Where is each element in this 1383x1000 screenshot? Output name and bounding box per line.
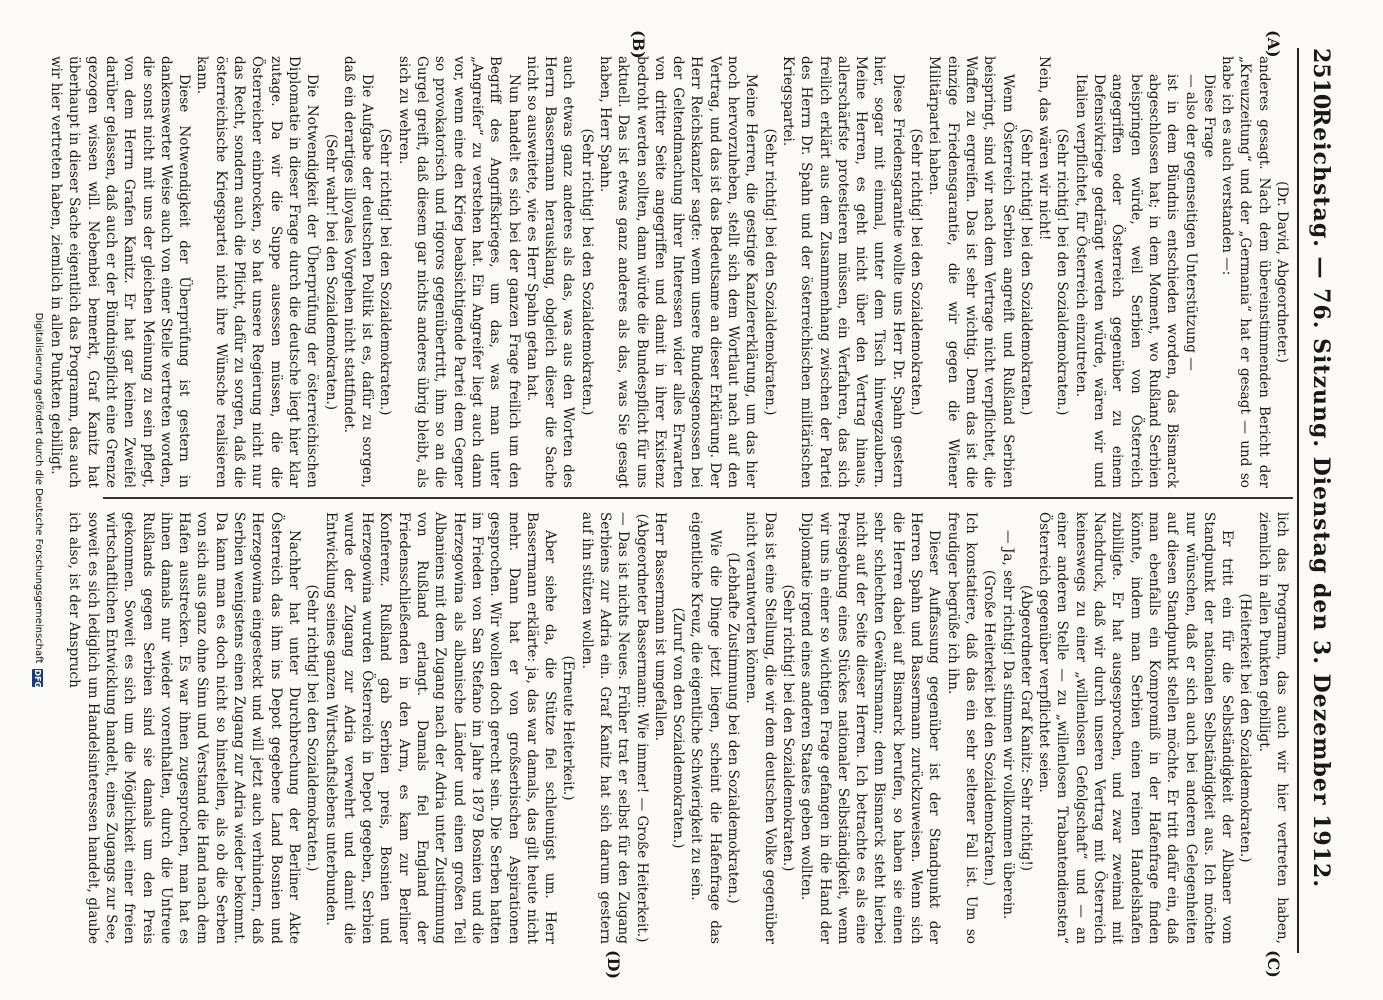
interjection: (Abgeordneter Graf Kanitz: Sehr richtig!)	[1017, 584, 1034, 872]
paragraph: Die Aufgabe der deutschen Politik ist es, dafür zu sorgen, daß ein derartiges illoyales Vorgehen nicht stattfindet.	[340, 56, 376, 488]
column-divider	[103, 497, 1293, 499]
paragraph: Aber siehe da, die Stütze fiel schleunigst um. Herr Bassermann erklärte: ja, das war damals, das gilt heute nicht mehr. Dann hat er von großserbischen Aspirationen gesprochen. Wir wollen doch gerecht sein. Die Serben hatten im Frieden von San Stefano im Jahre 1879 Bosnien und die Herzegowina als albanische Länder und einen großen Teil Albaniens mit dem Zugang nach der Adria unter Zustimmung von Rußland erlangt. Damals fiel England der Friedensschließenden in den Arm, es kam zur Berliner Konferenz. Rußland gab Serbien preis, Bosnien und Herzegowina wurden Österreich in Depot gegeben, Serbien wurde der Zugang zur Adria verwehrt und damit die Entwicklung seines ganzen Wirtschaftslebens unterbunden.	[322, 512, 559, 944]
interjection: (Sehr wahr! bei den Sozialdemokraten.)	[322, 133, 339, 411]
interjection: (Sehr richtig! bei den Sozialdemokraten.)	[908, 128, 925, 416]
paragraph: Nachher hat unter Durchbrechung der Berliner Akte Österreich das ihm ins Depot gegebene Land Bosnien und Herzegowina eingesteckt und will jetzt auch verhindern, daß Serbien wenigstens einen Zugang zur Adria wieder bekommt. Da kann man es doch nicht so hinstellen, als ob die Serben von sich aus ganz ohne Sinn und Verstand die Hand nach dem Hafen ausstrecken. Es war ihnen zugesprochen, man hat es ihnen damals nur wieder vorenthalten, durch die Untreue Rußlands gegen Serbien sind sie damals um den Preis gekommen. Soweit es sich um die Möglichkeit einer freien wirtschaftlichen Entwicklung handelt, eines Zugangs zur See, soweit es sich lediglich um Handelsinteressen handelt, glaube ich also, ist der Anspruch	[66, 512, 302, 944]
paragraph: Diese Notwendigkeit der Überprüfung ist gestern in dankenswerter Weise auch von einer Stelle vertreten worden, die sonst nicht mit uns der gleichen Meinung zu sein pflegt, von dem Herrn Grafen Kanitz. Er hat gar keinen Zweifel darüber gelassen, daß auch er der Bündnispflicht eine Grenze gezogen wissen will. Nebenbei bemerkt, Graf Kanitz hat überhaupt in dieser Sache eigentlich das Programm, das auch wir hier vertreten haben, ziemlich in allen Punkten gebilligt.	[48, 56, 193, 488]
margin-mark-a: (A)	[1264, 30, 1283, 58]
digitization-credit	[18, 20, 58, 980]
paragraph: Herr Bassermann ist umgefallen.	[651, 512, 668, 742]
paragraph: ist in dem Bündnis entschieden worden, das Bismarck abgeschlossen hat; in dem Moment, wo Rußland Serbien beispringen würde, weil Serbien von Österreich angegriffen oder Österreich gegenüber zu einem Defensivkriege gedrängt werden würde, wären wir und Italien verpflichtet, für Österreich einzutreten.	[1072, 74, 1181, 488]
interjection: (Sehr richtig! bei den Sozialdemokraten.)	[377, 128, 394, 416]
paragraph: lich das Programm, das auch wir hier vertreten haben, ziemlich in allen Punkten gebilligt.	[1255, 512, 1290, 944]
credit-text: Digitalisierung gefördert durch die Deutsche Forschungsgemeinschaft	[33, 312, 44, 664]
paragraph: Er tritt ein für die Selbständigkeit der Albaner vom Standpunkt der nationalen Selbständigkeit aus. Ich möchte nur wünschen, daß er sich auch bei anderen Gelegenheiten auf diesen Standpunkt stellen möchte. Er tritt dafür ein, daß man ebenfalls ein Kompromiß in der Hafenfrage finden könnte, indem man Serbien einen reinen Handelshafen zubilligte. Er hat ausgesprochen, und zwar zweimal mit Nachdruck, daß wir durch unseren Vertrag mit Österreich keineswegs zu einer „willenlosen Gefolgschaft“ und — an einer anderen Stelle — zu „willenlosen Trabantendiensten“ Österreich gegenüber verpflichtet seien.	[1036, 512, 1236, 944]
dfg-logo: DFG	[33, 669, 43, 689]
interjection: (Lebhafte Zustimmung bei den Sozialdemokraten.)	[725, 552, 742, 904]
interjection: (Zuruf von den Sozialdemokraten.)	[670, 607, 687, 849]
paragraph: Diese Friedensgarantie wollte uns Herr Dr. Spahn gestern hier, sogar mit einmal, unter dem Tisch hinwegzaubern. Meine Herren, es geht nicht über den Vertrag hinaus, allerschärfste protestieren müssen, ein Verfahren, das sich freilich erklärt aus dem Zusammenhang zwischen der Partei des Herrn Dr. Spahn und der österreichischen militärischen Kriegspartei.	[779, 56, 906, 488]
interjection: (Sehr richtig! bei den Sozialdemokraten.)	[1017, 128, 1034, 416]
interjection: (Sehr richtig! bei den Sozialdemokraten.)	[761, 128, 778, 416]
paragraph: Die Notwendigkeit der Überprüfung der österreichischen Diplomatie in dieser Frage durch die deutsche liegt hier klar zutage. Da wir die Suppe ausessen müssen, die die Österreicher einbrocken, so hat unsere Regierung nicht nur das Recht, sondern auch die Pflicht, dafür zu sorgen, daß die österreichische Kriegspartei nicht ihre Wünsche realisieren kann.	[194, 56, 321, 488]
paragraph: — Ja, sehr richtig! Da stimmen wir vollkommen überein.	[999, 530, 1016, 920]
paragraph: — Das ist nichts Neues. Früher trat er selbst für den Zugang Serbiens zur Adria ein. Graf Kanitz hat sich darum gestern auf ihn stützen wollen.	[578, 512, 632, 944]
paragraph: Nun handelt es sich bei der ganzen Frage freilich um den Begriff des Angriffskrieges, um das, was man unter „Angreifer“ zu verstehen hat. Ein Angreifer liegt auch dann vor, wenn eine den Krieg beabsichtigende Partei dem Gegner so provokatorisch und rigoros gegenübertritt, ihm so an die Gurgel greift, daß diesem gar nichts anderes übrig bleibt, als sich zu wehren.	[395, 56, 522, 488]
paragraph: anderes gesagt. Nach dem übereinstimmenden Bericht der „Kreuzzeitung“ und der „Germania“ hat er gesagt — und so habe ich es auch verstanden —:	[1219, 56, 1272, 488]
paragraph: Nein, das wären wir nicht!	[1036, 56, 1053, 241]
margin-mark-b: (B)	[629, 30, 648, 59]
left-column	[48, 56, 1291, 488]
right-column	[66, 512, 1291, 944]
page-header	[1298, 48, 1338, 948]
paragraph: Wie die Dinge jetzt liegen, scheint die Hafenfrage das eigentliche Kreuz, die eigentliche Schwierigkeit zu sein.	[688, 512, 723, 944]
interjection: (Sehr richtig! bei den Sozialdemokraten.)	[779, 584, 796, 872]
paragraph: Meine Herren, die gestrige Kanzlererklärung, um das hier noch hervorzuheben, stellt sich dem Wortlaut nach auf den Vertrag, und das ist das Bedeutsame an dieser Erklärung. Der Herr Reichskanzler sagte: wenn unsere Bundesgenossen bei der Geltendmachung ihrer Interessen wider alles Erwarten von dritter Seite angegriffen und damit in ihrer Existenz bedroht werden sollten, dann würde die Bundespflicht für uns aktuell. Das ist etwas ganz anderes als das, was Sie gesagt haben, Herr Spahn.	[597, 56, 760, 488]
interjection: (Heiterkeit bei den Sozialdemokraten.)	[1237, 593, 1254, 863]
interjection: (Sehr richtig! bei den Sozialdemokraten.)	[578, 128, 595, 416]
header-rule	[1297, 48, 1299, 953]
margin-mark-c: (C)	[1264, 950, 1283, 978]
page-title: Reichstag. — 76. Sitzung. Dienstag den 3. Dezember 1912.	[1308, 107, 1334, 888]
paragraph: auch etwas ganz anderes als das, was aus den Worten des Herrn Bassermann herausklang, obgleich dieser die Sache nicht so ausweitete, wie es Herr Spahn getan hat.	[523, 56, 577, 488]
interjection: (Erneute Heiterkeit.)	[560, 655, 577, 801]
paragraph: Wenn Österreich Serbien angreift und Rußland Serbien beispringt, sind wir nach dem Vertrage nicht verpflichtet, die Waffen zu ergreifen. Das ist sehr wichtig. Denn das ist die einzige Friedensgarantie, die wir gegen die Wiener Militärpartei haben.	[926, 56, 1016, 488]
interjection: (Dr. David, Abgeordneter.)	[1274, 181, 1290, 363]
interjection: (Große Heiterkeit bei den Sozialdemokraten.)	[981, 569, 998, 887]
paragraph: Ich konstatiere, daß das ein sehr seltener Fall ist. Um so freudiger begrüße ich ihn.	[944, 512, 979, 944]
paragraph: Diese Frage	[1200, 74, 1217, 158]
interjection: (Sehr richtig! bei den Sozialdemokraten.)	[1054, 128, 1071, 416]
paragraph: Das ist eine Stellung, die wir dem deutschen Volke gegenüber nicht verantworten können.	[743, 512, 778, 944]
margin-mark-d: (D)	[604, 950, 623, 980]
interjection: (Sehr richtig! bei den Sozialdemokraten.)	[304, 584, 321, 872]
interjection: (Abgeordneter Bassermann: Wie immer! — Große Heiterkeit.)	[633, 513, 650, 943]
paragraph: Dieser Auffassung gegenüber ist der Standpunkt der Herren Spahn und Bassermann zurückzuweisen. Wenn sich die Herren dabei auf Bismarck berufen, so haben sie einen sehr schlechten Gewährsmann; denn Bismarck steht hierbei nicht auf der Seite dieser Herren. Ich betrachte es als eine Preisgebung eines Stückes nationaler Selbständigkeit, wenn wir uns in einer so wichtigen Frage gefangen in die Hand der Diplomatie irgend eines anderen Staates geben wollten.	[798, 512, 943, 944]
paragraph: — also der gegenseitigen Unterstützung —	[1182, 74, 1199, 371]
page-number: 2510	[1308, 48, 1334, 110]
